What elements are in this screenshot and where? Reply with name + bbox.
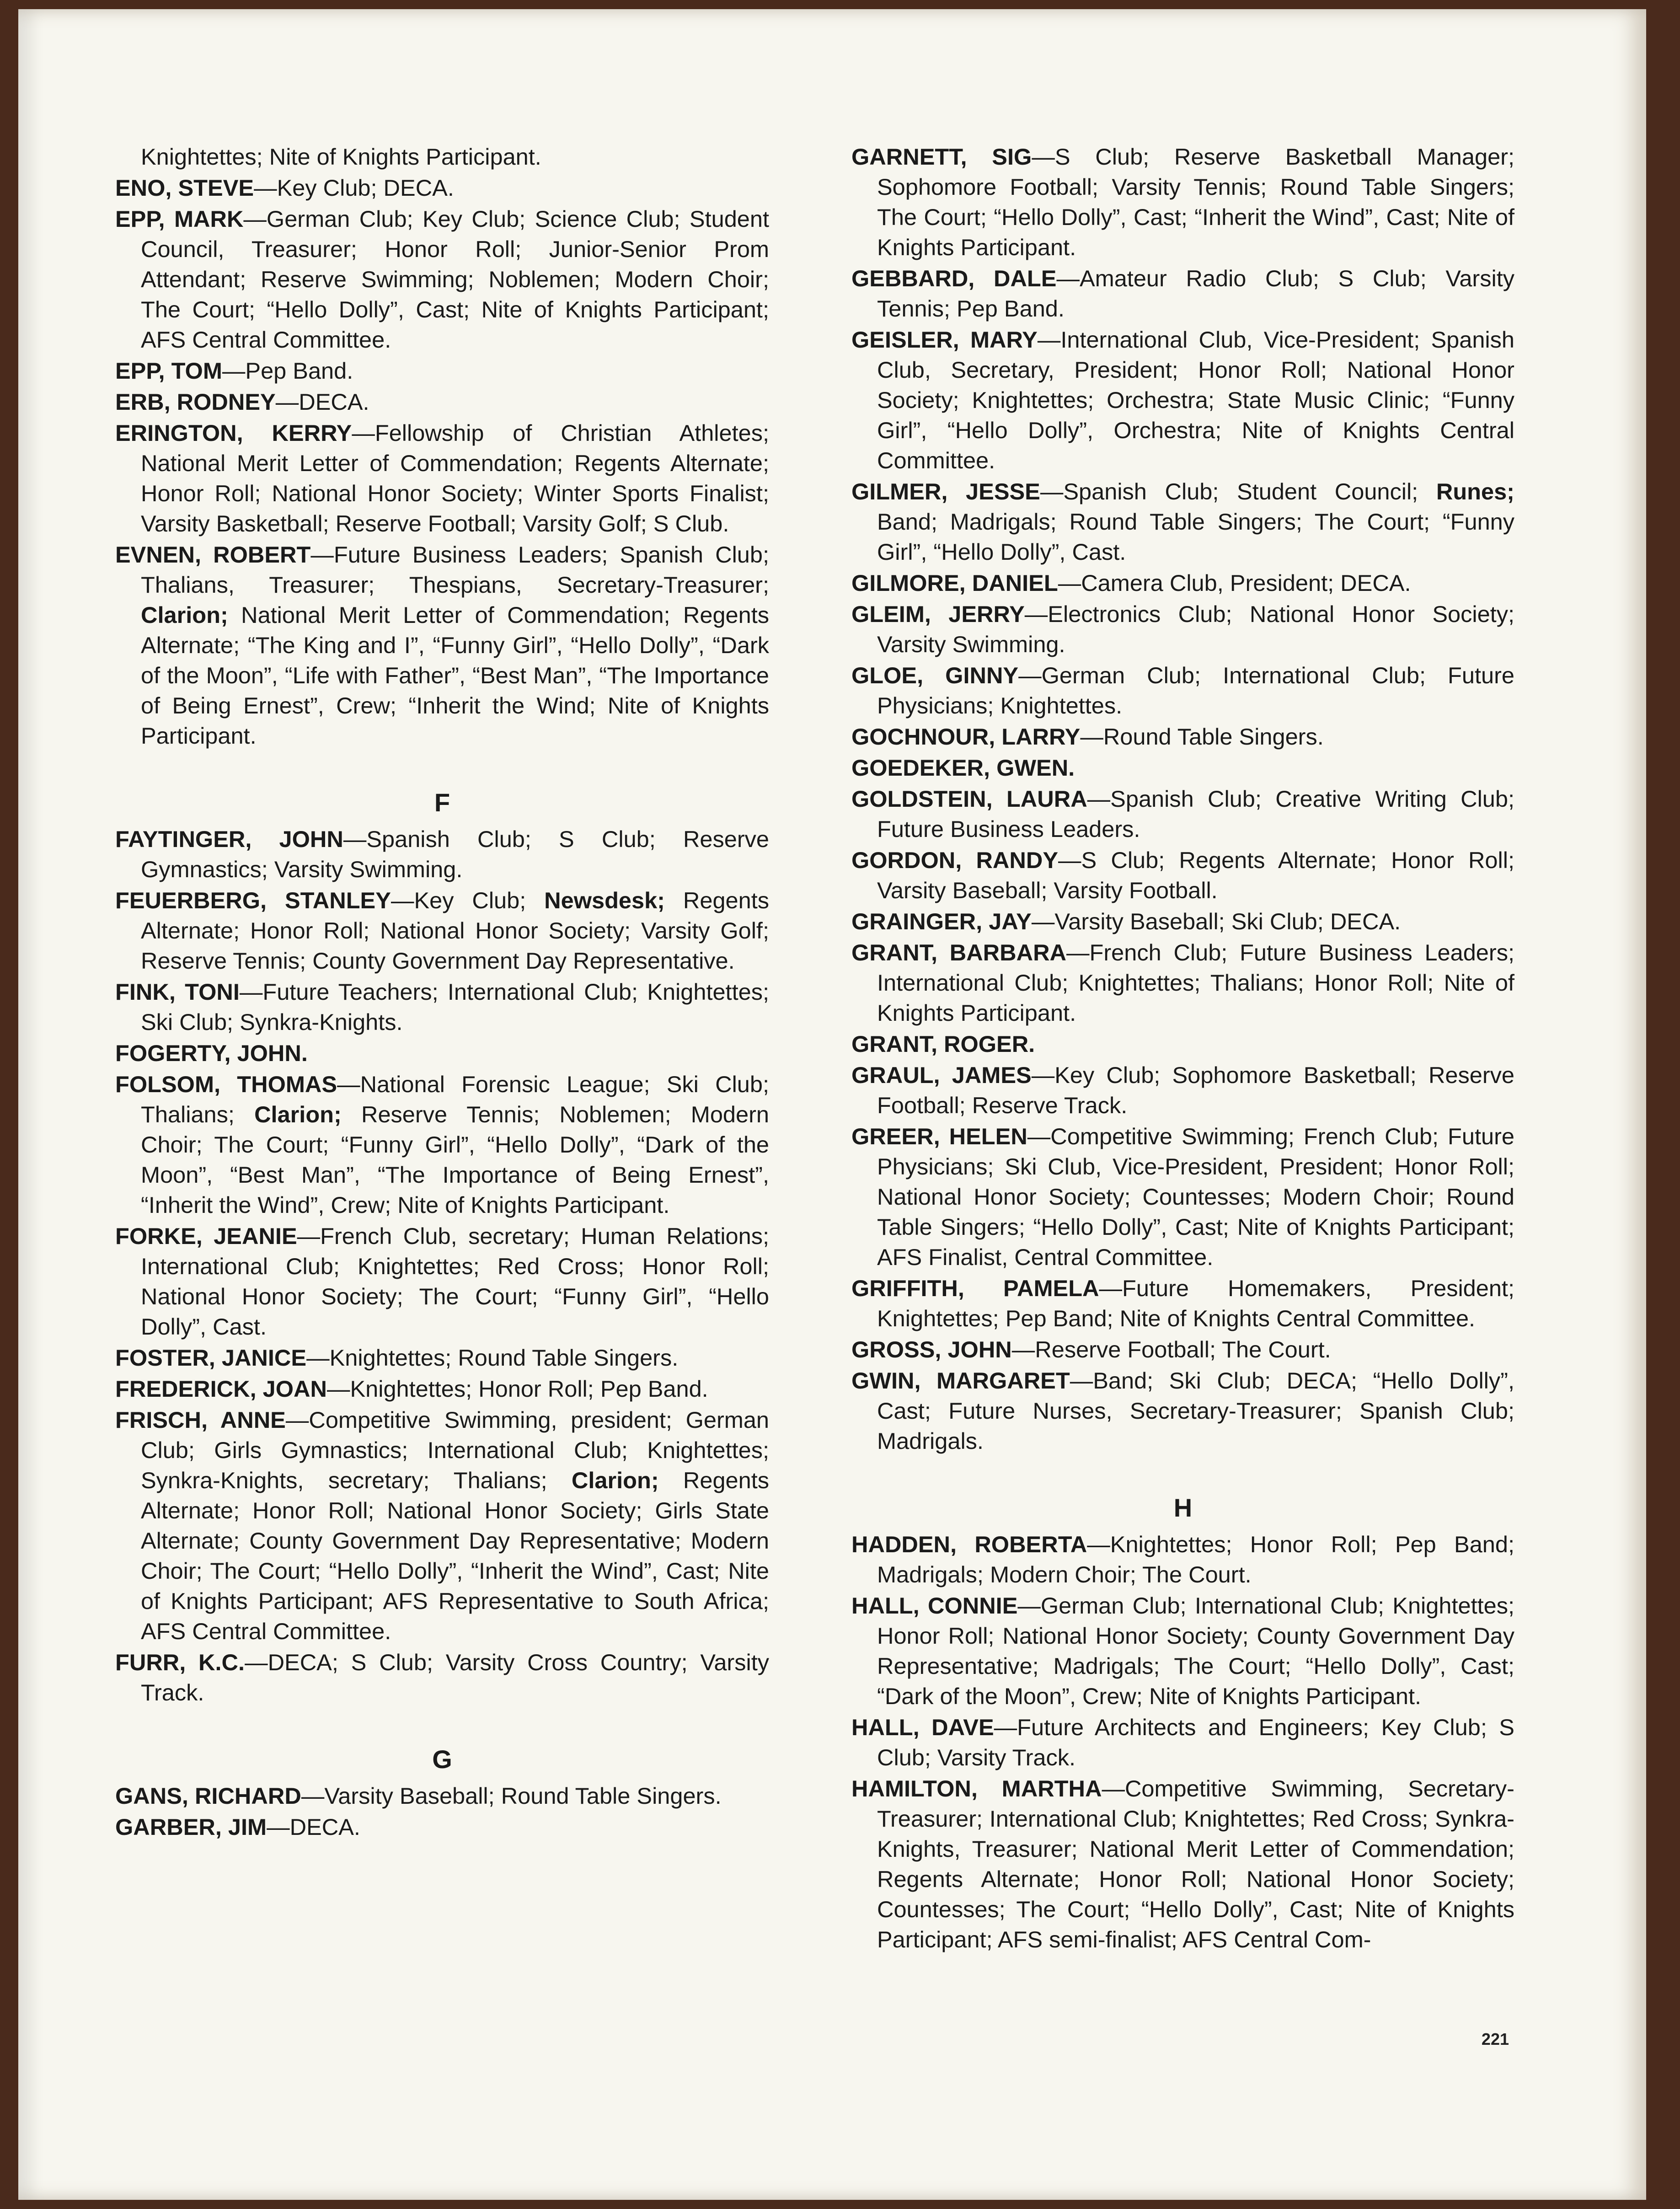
student-entry xyxy=(851,1121,1514,1272)
student-name: GRAUL, JAMES xyxy=(851,1062,1032,1088)
activities-text: —Future Teachers; International Club; Knightettes; Ski Club; Synkra-Knights. xyxy=(141,979,769,1035)
publication-name: Clarion; xyxy=(571,1467,659,1493)
student-entry xyxy=(851,1366,1514,1456)
activities-text: Reserve Tennis; Noblemen; Modern Choir; The Court; “Funny Girl”, “Hello Dolly”, “Dark of the Moon”, “Best Man”, “The Importance of Being Ernest”, “Inherit the Wind”, Crew; Nite of Knights Participant. xyxy=(141,1101,769,1218)
left-column xyxy=(115,142,769,1843)
activities-text: —S Club; Reserve Basketball Manager; Sophomore Football; Varsity Tennis; Round Table Singers; The Court; “Hello Dolly”, Cast; “Inherit the Wind”, Cast; Nite of Knights Participant. xyxy=(877,144,1515,260)
activities-text: —Knightettes; Round Table Singers. xyxy=(306,1345,679,1371)
activities-text: —Spanish Club; Student Council; xyxy=(1040,478,1436,504)
student-entry xyxy=(851,325,1514,476)
publication-name: Runes; xyxy=(1436,478,1514,504)
student-name: FINK, TONI xyxy=(115,979,240,1005)
activities-text: —Competitive Swimming; French Club; Future Physicians; Ski Club, Vice-President, President; Honor Roll; National Honor Society; Countesses; Modern Choir; Round Table Singers; “Hello Dolly”, Cast; Nite of Knights Participant; AFS Finalist, Central Committee. xyxy=(877,1123,1514,1270)
student-name: GARNETT, SIG xyxy=(851,144,1032,170)
publication-name: Clarion; xyxy=(254,1101,342,1127)
student-entry xyxy=(851,784,1514,844)
student-entry xyxy=(115,1405,769,1646)
student-name: FOSTER, JANICE xyxy=(115,1345,307,1371)
student-name: GWIN, MARGARET xyxy=(851,1367,1070,1394)
activities-text: —Competitive Swimming, president; German Club; Girls Gymnastics; International Club; Knightettes; Synkra-Knights, secretary; Thalians; xyxy=(141,1407,769,1493)
activities-text: —Knightettes; Honor Roll; Pep Band; Madrigals; Modern Choir; The Court. xyxy=(877,1531,1514,1587)
student-name: GROSS, JOHN xyxy=(851,1336,1012,1362)
student-entry xyxy=(115,1221,769,1342)
student-name: FREDERICK, JOAN xyxy=(115,1376,327,1402)
student-entry xyxy=(115,1343,769,1373)
student-name: HALL, DAVE xyxy=(851,1714,994,1740)
activities-text: —Camera Club, President; DECA. xyxy=(1058,570,1411,596)
student-entry xyxy=(851,1029,1514,1059)
student-name: EPP, TOM xyxy=(115,358,222,384)
student-entry xyxy=(851,660,1514,721)
activities-text: —French Club, secretary; Human Relations; International Club; Knightettes; Red Cross; Honor Roll; National Honor Society; The Court; “Funny Girl”, “Hello Dolly”, Cast. xyxy=(141,1223,769,1340)
activities-text: —International Club, Vice-President; Spanish Club, Secretary, President; Honor Roll; National Honor Society; Knightettes; Orchestra; State Music Clinic; “Funny Girl”, “Hello Dolly”, Orchestra; Nite of Knights Central Committee. xyxy=(877,327,1514,473)
student-entry xyxy=(851,906,1514,937)
student-entry xyxy=(851,845,1514,906)
activities-text: —DECA; S Club; Varsity Cross Country; Varsity Track. xyxy=(141,1649,769,1705)
activities-text: Regents Alternate; Honor Roll; National Honor Society; Girls State Alternate; County Government Day Representative; Modern Choir; The Court; “Hello Dolly”, “Inherit the Wind”, Cast; Nite of Knights Participant; AFS Representative to South Africa; AFS Central Committee. xyxy=(141,1467,770,1644)
student-entry xyxy=(851,1774,1514,1955)
activities-text: —Competitive Swimming, Secretary-Treasurer; International Club; Knightettes; Red Cross; Synkra-Knights, Treasurer; National Merit Letter of Commendation; Regents Alternate; Honor Roll; National Honor Society; Countesses; The Court; “Hello Dolly”, Cast; Nite of Knights Participant; AFS semi-finalist; AFS Central Com- xyxy=(877,1775,1514,1952)
student-name: GRIFFITH, PAMELA xyxy=(851,1275,1099,1301)
page-number: 221 xyxy=(1481,2030,1509,2048)
student-name: GRANT, ROGER. xyxy=(851,1031,1035,1057)
student-entry xyxy=(851,1273,1514,1334)
student-name: ERB, RODNEY xyxy=(115,389,276,415)
student-entry xyxy=(115,540,769,751)
activities-text: Knightettes; Nite of Knights Participant. xyxy=(141,144,541,170)
activities-text: —DECA. xyxy=(267,1814,360,1840)
student-name: GLOE, GINNY xyxy=(851,662,1019,688)
activities-text: —Fellowship of Christian Athletes; National Merit Letter of Commendation; Regents Alternate; Honor Roll; National Honor Society; Winter Sports Finalist; Varsity Basketball; Reserve Football; Varsity Golf; S Club. xyxy=(141,420,769,536)
student-name: FRISCH, ANNE xyxy=(115,1407,286,1433)
student-name: GREER, HELEN xyxy=(851,1123,1027,1149)
student-name: GOCHNOUR, LARRY xyxy=(851,724,1081,750)
student-name: GILMORE, DANIEL xyxy=(851,570,1058,596)
student-name: FURR, K.C. xyxy=(115,1649,245,1675)
student-entry xyxy=(115,885,769,976)
section-letter: F xyxy=(434,788,450,817)
publication-name: Newsdesk; xyxy=(544,887,665,913)
student-entry xyxy=(115,387,769,417)
student-entry xyxy=(851,753,1514,783)
student-entry xyxy=(115,1647,769,1708)
activities-text: —Reserve Football; The Court. xyxy=(1011,1336,1331,1362)
activities-text: —Future Homemakers, President; Knightettes; Pep Band; Nite of Knights Central Committee. xyxy=(877,1275,1514,1331)
activities-text: —National Forensic League; Ski Club; Thalians; xyxy=(141,1071,769,1127)
student-name: GOLDSTEIN, LAURA xyxy=(851,786,1087,812)
activities-text: —Amateur Radio Club; S Club; Varsity Tennis; Pep Band. xyxy=(877,265,1514,322)
activities-text: —Electronics Club; National Honor Society; Varsity Swimming. xyxy=(877,601,1514,657)
student-entry xyxy=(115,824,769,885)
student-entry xyxy=(851,142,1514,263)
student-entry xyxy=(115,204,769,355)
student-entry xyxy=(115,1781,769,1811)
student-entry xyxy=(851,568,1514,598)
student-name: GORDON, RANDY xyxy=(851,847,1059,873)
student-entry xyxy=(851,599,1514,659)
student-entry xyxy=(851,938,1514,1028)
student-name: GANS, RICHARD xyxy=(115,1783,301,1809)
student-name: FORKE, JEANIE xyxy=(115,1223,297,1249)
student-name: GILMER, JESSE xyxy=(851,478,1040,504)
student-entry xyxy=(115,356,769,386)
student-entry xyxy=(115,1812,769,1842)
activities-text: —German Club; International Club; Knightettes; Honor Roll; National Honor Society; County Government Day Representative; Madrigals; The Court; “Hello Dolly”, Cast; “Dark of the Moon”, Crew; Nite of Knights Participant. xyxy=(877,1592,1514,1709)
activities-text: —Varsity Baseball; Round Table Singers. xyxy=(301,1783,722,1809)
student-name: GRAINGER, JAY xyxy=(851,908,1032,934)
student-name: GRANT, BARBARA xyxy=(851,939,1067,965)
activities-text: —S Club; Regents Alternate; Honor Roll; Varsity Baseball; Varsity Football. xyxy=(877,847,1514,903)
student-entry xyxy=(115,418,769,539)
activities-text: —Key Club; xyxy=(391,887,545,913)
student-entry xyxy=(851,1335,1514,1365)
activities-text: —Round Table Singers. xyxy=(1080,724,1324,750)
activities-text: —Band; Ski Club; DECA; “Hello Dolly”, Cast; Future Nurses, Secretary-Treasurer; Spanish Club; Madrigals. xyxy=(877,1367,1514,1454)
entry-continuation xyxy=(115,142,769,172)
publication-name: Clarion; xyxy=(141,602,228,628)
activities-text: —German Club; Key Club; Science Club; Student Council, Treasurer; Honor Roll; Junior-Senior Prom Attendant; Reserve Swimming; Noblemen; Modern Choir; The Court; “Hello Dolly”, Cast; Nite of Knights Participant; AFS Central Committee. xyxy=(141,206,770,353)
right-column xyxy=(851,142,1514,1956)
activities-text: —Key Club; DECA. xyxy=(254,175,454,201)
activities-text: —Spanish Club; Creative Writing Club; Future Business Leaders. xyxy=(877,786,1514,842)
activities-text: —Varsity Baseball; Ski Club; DECA. xyxy=(1031,908,1401,934)
activities-text: —DECA. xyxy=(275,389,369,415)
student-name: GEISLER, MARY xyxy=(851,327,1038,353)
student-name: GLEIM, JERRY xyxy=(851,601,1025,627)
student-entry xyxy=(851,477,1514,567)
yearbook-page xyxy=(18,9,1646,2200)
student-name: FAYTINGER, JOHN xyxy=(115,826,343,852)
student-entry xyxy=(851,722,1514,752)
student-name: HADDEN, ROBERTA xyxy=(851,1531,1087,1557)
activities-text: —Pep Band. xyxy=(222,358,353,384)
student-name: GOEDEKER, GWEN. xyxy=(851,755,1075,781)
activities-text: Band; Madrigals; Round Table Singers; The Court; “Funny Girl”, “Hello Dolly”, Cast. xyxy=(877,509,1514,565)
activities-text: National Merit Letter of Commendation; Regents Alternate; “The King and I”, “Funny Girl”, “Hello Dolly”, “Dark of the Moon”, “Life with Father”, “Best Man”, “The Importance of Being Ernest”, Crew; “Inherit the Wind; Nite of Knights Participant. xyxy=(141,602,769,749)
student-name: EPP, MARK xyxy=(115,206,244,232)
student-name: FOLSOM, THOMAS xyxy=(115,1071,337,1097)
student-entry xyxy=(851,1712,1514,1773)
activities-text: —Spanish Club; S Club; Reserve Gymnastics; Varsity Swimming. xyxy=(141,826,769,882)
student-entry xyxy=(851,263,1514,324)
student-entry xyxy=(851,1529,1514,1590)
student-entry xyxy=(851,1060,1514,1121)
activities-text: —Key Club; Sophomore Basketball; Reserve Football; Reserve Track. xyxy=(877,1062,1514,1118)
student-entry xyxy=(115,977,769,1037)
student-name: EVNEN, ROBERT xyxy=(115,542,311,568)
activities-text: —German Club; International Club; Future Physicians; Knightettes. xyxy=(877,662,1514,718)
section-letter: G xyxy=(432,1745,452,1774)
student-name: FEUERBERG, STANLEY xyxy=(115,887,391,913)
student-name: ENO, STEVE xyxy=(115,175,254,201)
activities-text: Regents Alternate; Honor Roll; National Honor Society; Varsity Golf; Reserve Tennis; County Government Day Representative. xyxy=(141,887,769,974)
activities-text: —Future Architects and Engineers; Key Club; S Club; Varsity Track. xyxy=(877,1714,1514,1770)
activities-text: —French Club; Future Business Leaders; International Club; Knightettes; Thalians; Honor Roll; Nite of Knights Participant. xyxy=(877,939,1514,1026)
student-name: GEBBARD, DALE xyxy=(851,265,1057,291)
student-name: FOGERTY, JOHN. xyxy=(115,1040,308,1066)
activities-text: —Future Business Leaders; Spanish Club; Thalians, Treasurer; Thespians, Secretary-Treasurer; xyxy=(141,542,769,598)
section-letter: H xyxy=(1173,1493,1193,1522)
student-name: HAMILTON, MARTHA xyxy=(851,1775,1102,1802)
student-name: GARBER, JIM xyxy=(115,1814,267,1840)
student-entry xyxy=(115,173,769,203)
student-entry xyxy=(851,1591,1514,1711)
student-entry xyxy=(115,1374,769,1404)
student-entry xyxy=(115,1069,769,1220)
student-entry xyxy=(115,1038,769,1068)
activities-text: —Knightettes; Honor Roll; Pep Band. xyxy=(326,1376,708,1402)
student-name: HALL, CONNIE xyxy=(851,1592,1018,1619)
student-name: ERINGTON, KERRY xyxy=(115,420,352,446)
